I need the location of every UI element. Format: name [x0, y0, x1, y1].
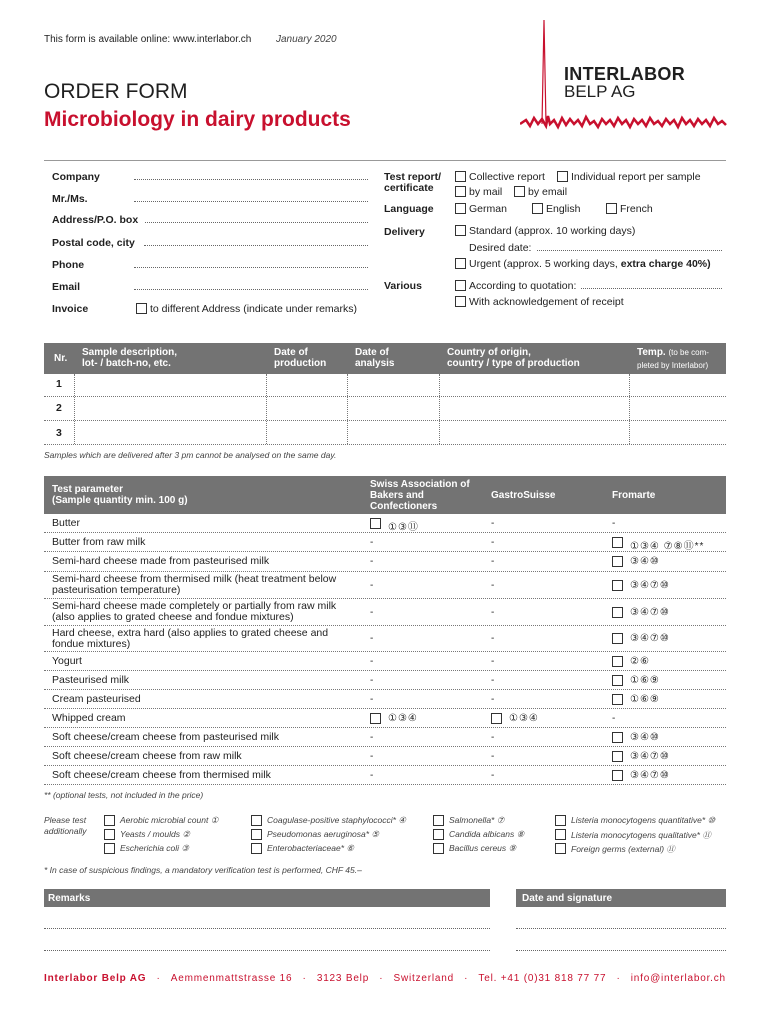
collective-checkbox[interactable] — [455, 171, 466, 182]
sample-row-nr: 2 — [56, 402, 62, 414]
by-mail-label: by mail — [469, 186, 503, 198]
remarks-line-1[interactable] — [44, 928, 490, 929]
extra-test-checkbox[interactable] — [104, 843, 115, 854]
extra-test-checkbox[interactable] — [555, 843, 566, 854]
test-row — [0, 652, 770, 671]
footnote: * In case of suspicious findings, a mandatory verification test is performed, CHF 45.– — [44, 865, 362, 875]
gastro-na: - — [491, 769, 495, 781]
extra-label-1: Please test — [44, 815, 87, 825]
test-row — [0, 671, 770, 690]
desc-header-2: lot- / batch-no, etc. — [82, 358, 171, 369]
divider — [44, 160, 726, 161]
gastro-header: GastroSuisse — [491, 490, 556, 501]
logo-line2: BELP AG — [564, 82, 636, 101]
swiss-header-3: Confectioners — [370, 501, 438, 512]
page-title: ORDER FORM — [44, 80, 188, 103]
fromarte-checkbox[interactable] — [612, 580, 623, 591]
desired-date-field[interactable] — [537, 250, 722, 251]
by-email-checkbox[interactable] — [514, 186, 525, 197]
col-divider — [439, 374, 440, 444]
fromarte-checkbox[interactable] — [612, 556, 623, 567]
gastro-na: - — [491, 655, 495, 667]
quotation-field[interactable] — [581, 288, 722, 289]
standard-checkbox[interactable] — [455, 225, 466, 236]
temp-header: Temp. (to be com- — [637, 347, 709, 358]
fromarte-na: - — [612, 517, 616, 529]
fromarte-header: Fromarte — [612, 490, 656, 501]
phone-field[interactable] — [134, 267, 368, 268]
analysis-header-1: Date of — [355, 347, 389, 358]
extra-test-label: Candida albicans ⑧ — [449, 829, 525, 839]
prod-header-2: production — [274, 358, 327, 369]
test-row-name: Butter — [52, 516, 81, 529]
extra-test-label: Enterobacteriaceae* ⑥ — [267, 843, 355, 853]
footer-email[interactable]: info@interlabor.ch — [630, 973, 726, 984]
analysis-header-2: analysis — [355, 358, 395, 369]
acknowledgement-checkbox[interactable] — [455, 296, 466, 307]
collective-label: Collective report — [469, 171, 545, 183]
postal-label: Postal code, city — [52, 237, 135, 249]
country-header-1: Country of origin, — [447, 347, 531, 358]
test-row-name: Soft cheese/cream cheese from raw milk — [52, 749, 242, 762]
test-report-label: Test report/ — [384, 171, 441, 183]
swiss-checkbox[interactable] — [370, 713, 381, 724]
test-row — [0, 709, 770, 728]
postal-field[interactable] — [144, 245, 368, 246]
swiss-na: - — [370, 769, 374, 781]
swiss-na: - — [370, 579, 374, 591]
extra-test-checkbox[interactable] — [555, 829, 566, 840]
test-row — [0, 533, 770, 552]
fromarte-tests: ③④⑦⑩ — [630, 769, 670, 781]
by-mail-checkbox[interactable] — [455, 186, 466, 197]
footer-country: Switzerland — [393, 973, 454, 984]
col-divider — [629, 374, 630, 444]
test-row-name: Cream pasteurised — [52, 692, 141, 705]
quotation-label: According to quotation: — [469, 280, 577, 292]
test-row-name-cont: (also applies to grated cheese and fondue mixtures) — [52, 611, 294, 623]
param-header-1: Test parameter — [52, 484, 123, 495]
swiss-na: - — [370, 674, 374, 686]
fromarte-checkbox[interactable] — [612, 675, 623, 686]
gastro-na: - — [491, 556, 495, 567]
invoice-label: Invoice — [52, 303, 89, 315]
swiss-na: - — [370, 731, 374, 743]
fromarte-checkbox[interactable] — [612, 633, 623, 644]
extra-test-label: Salmonella* ⑦ — [449, 815, 505, 825]
fromarte-tests: ②⑥ — [630, 655, 650, 667]
extra-test-checkbox[interactable] — [555, 815, 566, 826]
swiss-na: - — [370, 536, 374, 548]
test-row-name-cont: fondue mixtures) — [52, 638, 131, 650]
fromarte-tests: ③④⑩ — [630, 731, 660, 743]
fromarte-checkbox[interactable] — [612, 751, 623, 762]
date-signature-label: Date and signature — [522, 893, 613, 904]
row-line — [44, 420, 726, 421]
footer-sep: · — [156, 973, 161, 984]
certificate-label: certificate — [384, 182, 434, 194]
test-row-name: Semi-hard cheese made from pasteurised milk — [52, 555, 270, 567]
urgent-checkbox[interactable] — [455, 258, 466, 269]
test-row — [0, 514, 770, 533]
remarks-label: Remarks — [48, 893, 91, 904]
extra-test-label: Coagulase-positive staphylococci* ④ — [267, 815, 406, 825]
fromarte-checkbox[interactable] — [612, 537, 623, 548]
test-row — [0, 626, 770, 652]
fromarte-tests: ③④⑦⑩ — [630, 579, 670, 591]
extra-test-label: Bacillus cereus ⑨ — [449, 843, 517, 853]
phone-label: Phone — [52, 259, 85, 271]
page-subtitle: Microbiology in dairy products — [44, 108, 351, 131]
form-date: January 2020 — [276, 34, 337, 45]
swiss-na: - — [370, 556, 374, 567]
extra-label-2: additionally — [44, 826, 87, 836]
fromarte-tests: ③④⑩ — [630, 556, 660, 567]
by-email-label: by email — [528, 186, 568, 198]
english-checkbox[interactable] — [532, 203, 543, 214]
row-line — [44, 444, 726, 445]
extra-test-checkbox[interactable] — [251, 829, 262, 840]
swiss-tests: ①③⑪ — [388, 521, 419, 533]
swiss-na: - — [370, 693, 374, 705]
sample-row-nr: 3 — [56, 427, 62, 439]
extra-test-checkbox[interactable] — [433, 843, 444, 854]
footer-sep: · — [616, 973, 621, 984]
swiss-na: - — [370, 750, 374, 762]
test-row-name: Butter from raw milk — [52, 535, 146, 548]
sample-row-nr: 1 — [56, 378, 62, 390]
email-label: Email — [52, 281, 81, 293]
delivery-label: Delivery — [384, 226, 425, 238]
test-row — [0, 572, 770, 599]
date-signature-line-1[interactable] — [516, 928, 726, 929]
fromarte-checkbox[interactable] — [612, 656, 623, 667]
extra-test-label: Yeasts / moulds ② — [120, 829, 190, 839]
desired-date-label: Desired date: — [469, 242, 532, 254]
param-header-2: (Sample quantity min. 100 g) — [52, 495, 188, 506]
gastro-tests: ①③④ — [509, 712, 539, 724]
swiss-checkbox[interactable] — [370, 518, 381, 529]
gastro-na: - — [491, 606, 495, 618]
swiss-header-2: Bakers and — [370, 490, 424, 501]
col-divider — [74, 374, 75, 444]
test-row — [0, 766, 770, 785]
various-label: Various — [384, 280, 422, 292]
test-row-name-cont: pasteurisation temperature) — [52, 584, 181, 596]
test-row-name: Whipped cream — [52, 711, 126, 724]
footer-tel[interactable]: Tel. +41 (0)31 818 77 77 — [478, 973, 607, 984]
fromarte-checkbox[interactable] — [612, 770, 623, 781]
test-row — [0, 552, 770, 572]
email-field[interactable] — [134, 289, 368, 290]
footer-street: Aemmenmattstrasse 16 — [170, 973, 293, 984]
col-divider — [266, 374, 267, 444]
extra-test-checkbox[interactable] — [433, 815, 444, 826]
extra-test-checkbox[interactable] — [104, 815, 115, 826]
urgent-label: Urgent (approx. 5 working days, extra charge 40%) — [469, 258, 711, 270]
col-divider — [347, 374, 348, 444]
fromarte-na: - — [612, 712, 616, 724]
prod-header-1: Date of — [274, 347, 308, 358]
individual-checkbox[interactable] — [557, 171, 568, 182]
individual-label: Individual report per sample — [571, 171, 701, 183]
row-line — [44, 784, 726, 785]
desc-header-1: Sample description, — [82, 347, 178, 358]
gastro-na: - — [491, 536, 495, 548]
country-header-2: country / type of production — [447, 358, 580, 369]
footer-sep: · — [302, 973, 307, 984]
footer-company: Interlabor Belp AG — [44, 973, 147, 984]
gastro-na: - — [491, 750, 495, 762]
swiss-header-1: Swiss Association of — [370, 479, 470, 490]
fromarte-checkbox[interactable] — [612, 607, 623, 618]
french-checkbox[interactable] — [606, 203, 617, 214]
german-label: German — [469, 203, 507, 215]
gastro-na: - — [491, 633, 495, 644]
nr-header: Nr. — [54, 353, 68, 364]
gastro-checkbox[interactable] — [491, 713, 502, 724]
test-row — [0, 747, 770, 766]
extra-test-label: Aerobic microbial count ① — [120, 815, 219, 825]
extra-test-checkbox[interactable] — [251, 815, 262, 826]
address-label: Address/P.O. box — [52, 214, 139, 226]
test-row-name: Yogurt — [52, 654, 82, 667]
address-field[interactable] — [145, 222, 368, 223]
extra-test-checkbox[interactable] — [251, 843, 262, 854]
fromarte-checkbox[interactable] — [612, 732, 623, 743]
extra-test-label: Foreign germs (external) ⑪ — [571, 844, 675, 854]
temp-header-note: pleted by Interlabor) — [637, 361, 709, 370]
fromarte-tests: ③④⑦⑩ — [630, 606, 670, 618]
quotation-checkbox[interactable] — [455, 280, 466, 291]
extra-test-label: Escherichia coli ③ — [120, 843, 190, 853]
test-row-name: Semi-hard cheese made completely or partially from raw milk — [52, 600, 337, 612]
test-row — [0, 690, 770, 709]
language-label: Language — [384, 203, 434, 215]
swiss-na: - — [370, 633, 374, 644]
gastro-na: - — [491, 517, 495, 529]
test-row-name: Soft cheese/cream cheese from thermised milk — [52, 768, 271, 781]
fromarte-tests: ①⑥⑨ — [630, 693, 660, 705]
swiss-na: - — [370, 655, 374, 667]
fromarte-checkbox[interactable] — [612, 694, 623, 705]
test-row-name: Soft cheese/cream cheese from pasteurised milk — [52, 730, 280, 743]
sample-note: Samples which are delivered after 3 pm cannot be analysed on the same day. — [44, 450, 337, 460]
test-row — [0, 728, 770, 747]
standard-label: Standard (approx. 10 working days) — [469, 225, 636, 237]
fromarte-tests: ③④⑦⑩ — [630, 750, 670, 762]
footer-sep: · — [464, 973, 469, 984]
swiss-tests: ①③④ — [388, 712, 418, 724]
remarks-header — [44, 889, 490, 907]
online-note: This form is available online: www.interlabor.ch — [44, 34, 252, 45]
extra-test-checkbox[interactable] — [104, 829, 115, 840]
fromarte-tests: ①③④ ⑦⑧⑪** — [630, 540, 705, 552]
mr-ms-label: Mr./Ms. — [52, 193, 88, 205]
company-field[interactable] — [134, 179, 368, 180]
extra-test-label: Listeria monocytogens qualitative* ⑪ — [571, 830, 711, 840]
acknowledgement-label: With acknowledgement of receipt — [469, 296, 624, 308]
invoice-checkbox[interactable] — [136, 303, 147, 314]
extra-test-checkbox[interactable] — [433, 829, 444, 840]
fromarte-tests: ①⑥⑨ — [630, 674, 660, 686]
test-row-name: Hard cheese, extra hard (also applies to grated cheese and — [52, 627, 329, 639]
remarks-line-2[interactable] — [44, 950, 490, 951]
mr-ms-field[interactable] — [134, 201, 368, 202]
footer-sep: · — [379, 973, 384, 984]
extra-test-label: Pseudomonas aeruginosa* ⑤ — [267, 829, 380, 839]
gastro-na: - — [491, 731, 495, 743]
optional-note: ** (optional tests, not included in the price) — [44, 790, 204, 800]
gastro-na: - — [491, 693, 495, 705]
company-label: Company — [52, 171, 100, 183]
footer — [44, 973, 726, 984]
date-signature-line-2[interactable] — [516, 950, 726, 951]
gastro-na: - — [491, 674, 495, 686]
row-line — [44, 396, 726, 397]
footer-city: 3123 Belp — [316, 973, 370, 984]
english-label: English — [546, 203, 581, 215]
test-row-name: Pasteurised milk — [52, 673, 130, 686]
test-row-name: Semi-hard cheese from thermised milk (heat treatment below — [52, 573, 337, 585]
fromarte-tests: ③④⑦⑩ — [630, 633, 670, 644]
extra-test-label: Listeria monocytogens quantitative* ⑩ — [571, 815, 716, 825]
test-row — [0, 599, 770, 626]
gastro-na: - — [491, 579, 495, 591]
invoice-option: to different Address (indicate under remarks) — [150, 303, 357, 315]
swiss-na: - — [370, 606, 374, 618]
german-checkbox[interactable] — [455, 203, 466, 214]
logo-line1: INTERLABOR — [564, 64, 685, 84]
french-label: French — [620, 203, 653, 215]
